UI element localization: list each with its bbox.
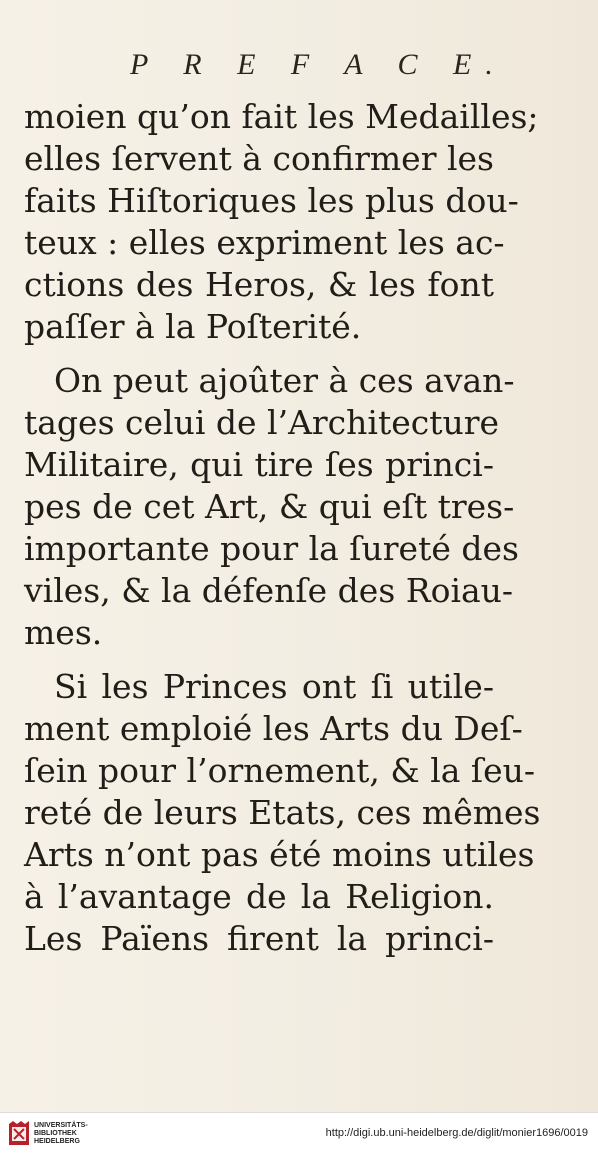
text-line: Militaire, qui tire ſes princi- xyxy=(24,445,494,484)
text-line: moien qu’on fait les Medailles; xyxy=(24,97,539,136)
text-line: paſſer à la Poſterité. xyxy=(24,307,362,346)
text-line: tages celui de l’Architecture xyxy=(24,403,500,442)
text-line: Arts n’ont pas été moins utiles xyxy=(24,835,535,874)
text-line: importante pour la ſureté des xyxy=(24,529,519,568)
text-line: ſein pour l’ornement, & la ſeu- xyxy=(24,751,536,790)
text-line: à l’avantage de la Religion. xyxy=(24,877,494,916)
library-name-line: UNIVERSITÄTS- xyxy=(34,1122,88,1129)
text-line: ment emploié les Arts du Deſ- xyxy=(24,709,523,748)
university-library-logo-icon xyxy=(8,1121,30,1147)
text-line: reté de leurs Etats, ces mêmes xyxy=(24,793,541,832)
running-head: P R E F A C E. xyxy=(130,48,507,81)
text-line: elles ſervent à confirmer les xyxy=(24,139,494,178)
text-line: ctions des Heros, & les font xyxy=(24,265,494,304)
text-line: viles, & la défenſe des Roiau- xyxy=(24,571,514,610)
text-line: mes. xyxy=(24,613,103,652)
text-line: pes de cet Art, & qui eſt tres- xyxy=(24,487,515,526)
text-line: Si les Princes ont ſi utile- xyxy=(54,667,494,706)
library-name xyxy=(34,1122,88,1146)
source-url: http://digi.ub.uni-heidelberg.de/diglit/monier1696/0019 xyxy=(325,1127,588,1139)
text-block xyxy=(24,96,541,960)
library-name-line: HEIDELBERG xyxy=(34,1138,80,1145)
text-line: Les Païens firent la princi- xyxy=(24,919,494,958)
footer-bar xyxy=(0,1112,598,1157)
text-line: teux : elles expriment les ac- xyxy=(24,223,505,262)
text-line: On peut ajoûter à ces avan- xyxy=(54,361,515,400)
library-name-line: BIBLIOTHEK xyxy=(34,1130,77,1137)
text-line: faits Hiſtoriques les plus dou- xyxy=(24,181,519,220)
